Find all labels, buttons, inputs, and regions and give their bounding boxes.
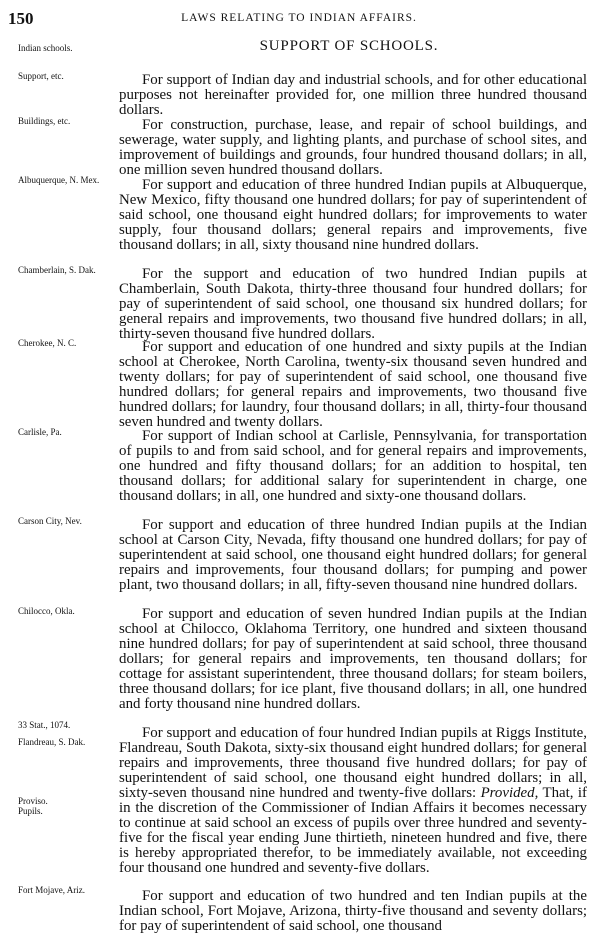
page-header <box>8 9 590 31</box>
margin-note-chamberlain: Chamberlain, S. Dak. <box>18 265 96 275</box>
margin-note-fort-mojave: Fort Mojave, Ariz. <box>18 885 85 895</box>
running-head: LAWS RELATING TO INDIAN AFFAIRS. <box>181 12 417 24</box>
margin-note-pupils: Pupils. <box>18 806 43 816</box>
margin-note-carlisle: Carlisle, Pa. <box>18 427 62 437</box>
paragraph-albuquerque: For support and education of three hundred Indian pupils at Albuquerque, New Mexico, fifty thousand one hundred dollars; for pay of superintendent of said school, one thousand eight hundred dollars; for improvements to water supply, four thousand dollars; general repairs and improvements, five thousand dollars; in all, sixty thousand nine hundred dollars. <box>119 177 587 253</box>
flandreau-proviso-text: That, if in the discretion of the Commissioner of Indian Affairs it becomes necessary to continue at said school an excess of pupils over three hundred and seventy-five for the fiscal year ending June thirtieth, nineteen hundred and five, there is hereby appropriated therefor, to be immediately available, not exceeding four thousand one hundred and seventy-five dollars. <box>119 785 587 876</box>
proviso-keyword: Provided, <box>480 785 539 801</box>
margin-note-chilocco: Chilocco, Okla. <box>18 606 75 616</box>
margin-note-carson: Carson City, Nev. <box>18 516 82 526</box>
paragraph-buildings: For construction, purchase, lease, and repair of school buildings, and sewerage, water supply, and lighting plants, and purchase of school sites, and improvement of buildings and grounds, four hundred thousand dollars; in all, one million seven hundred thousand dollars. <box>119 117 587 178</box>
paragraph-support: For support of Indian day and industrial schools, and for other educational purposes not hereinafter provided for, one million three hundred thousand dollars. <box>119 72 587 118</box>
paragraph-flandreau <box>119 726 587 876</box>
page-number: 150 <box>8 9 34 28</box>
section-title: SUPPORT OF SCHOOLS. <box>259 38 439 54</box>
flandreau-text: For support and education of four hundred Indian pupils at Riggs Institute, Flandreau, South Dakota, sixty-six thousand eight hundred dollars; for general repairs and improvements, three thousand five hundred dollars; for pay of superintendent of said school, one thousand eight hundred dollars; in all, sixty-seven thousand nine hundred and twenty-five dollars: <box>119 725 587 801</box>
margin-note-indian-schools: Indian schools. <box>18 43 73 53</box>
paragraph-chamberlain: For the support and education of two hundred Indian pupils at Chamberlain, South Dakota, thirty-three thousand four hundred dollars; for pay of superintendent of said school, one thousand six hundred dollars; for general repairs and improvements, two thousand five hundred dollars; in all, thirty-seven thousand five hundred dollars. <box>119 266 587 342</box>
margin-note-flandreau: Flandreau, S. Dak. <box>18 737 86 747</box>
margin-note-stat: 33 Stat., 1074. <box>18 720 71 730</box>
paragraph-carlisle: For support of Indian school at Carlisle, Pennsylvania, for transportation of pupils to and from said school, and for general repairs and improvements, one hundred and fifty thousand dollars; for an addition to hospital, ten thousand dollars; for additional salary for superintendent in charge, one thousand dollars; in all, one hundred and sixty-one thousand dollars. <box>119 428 587 504</box>
paragraph-carson: For support and education of three hundred Indian pupils at the Indian school at Carson City, Nevada, fifty thousand one hundred dollars; for pay of superintendent at said school, one thousand eight hundred dollars; for general repairs and improvements, four thousand dollars; for pumping and power plant, two thousand dollars; in all, fifty-seven thousand nine hundred dollars. <box>119 517 587 593</box>
margin-note-cherokee: Cherokee, N. C. <box>18 338 77 348</box>
paragraph-fort-mojave: For support and education of two hundred and ten Indian pupils at the Indian school, Fort Mojave, Arizona, thirty-five thousand and seventy dollars; for pay of superintendent of said school, one thousand <box>119 888 587 934</box>
paragraph-cherokee: For support and education of one hundred and sixty pupils at the Indian school at Cherokee, North Carolina, twenty-six thousand seven hundred and twenty dollars; for pay of superintendent of said school, one thousand five hundred dollars; for general repairs and improvements, two thousand five hundred dollars; for laundry, four thousand dollars; in all, thirty-four thousand seven hundred and twenty dollars. <box>119 339 587 430</box>
margin-note-albuquerque: Albuquerque, N. Mex. <box>18 175 100 185</box>
margin-note-proviso: Proviso. <box>18 796 48 806</box>
margin-note-buildings: Buildings, etc. <box>18 116 71 126</box>
margin-note-support: Support, etc. <box>18 71 64 81</box>
paragraph-chilocco: For support and education of seven hundred Indian pupils at the Indian school at Chilocco, Oklahoma Territory, one hundred and sixteen thousand nine hundred dollars; for pay of superintendent at said school, three thousand dollars; for general repairs and improvements, ten thousand dollars; for cottage for assistant superintendent, three thousand dollars; for steam boilers, three thousand dollars; for ice plant, five thousand dollars; in all, one hundred and forty thousand nine hundred dollars. <box>119 606 587 712</box>
